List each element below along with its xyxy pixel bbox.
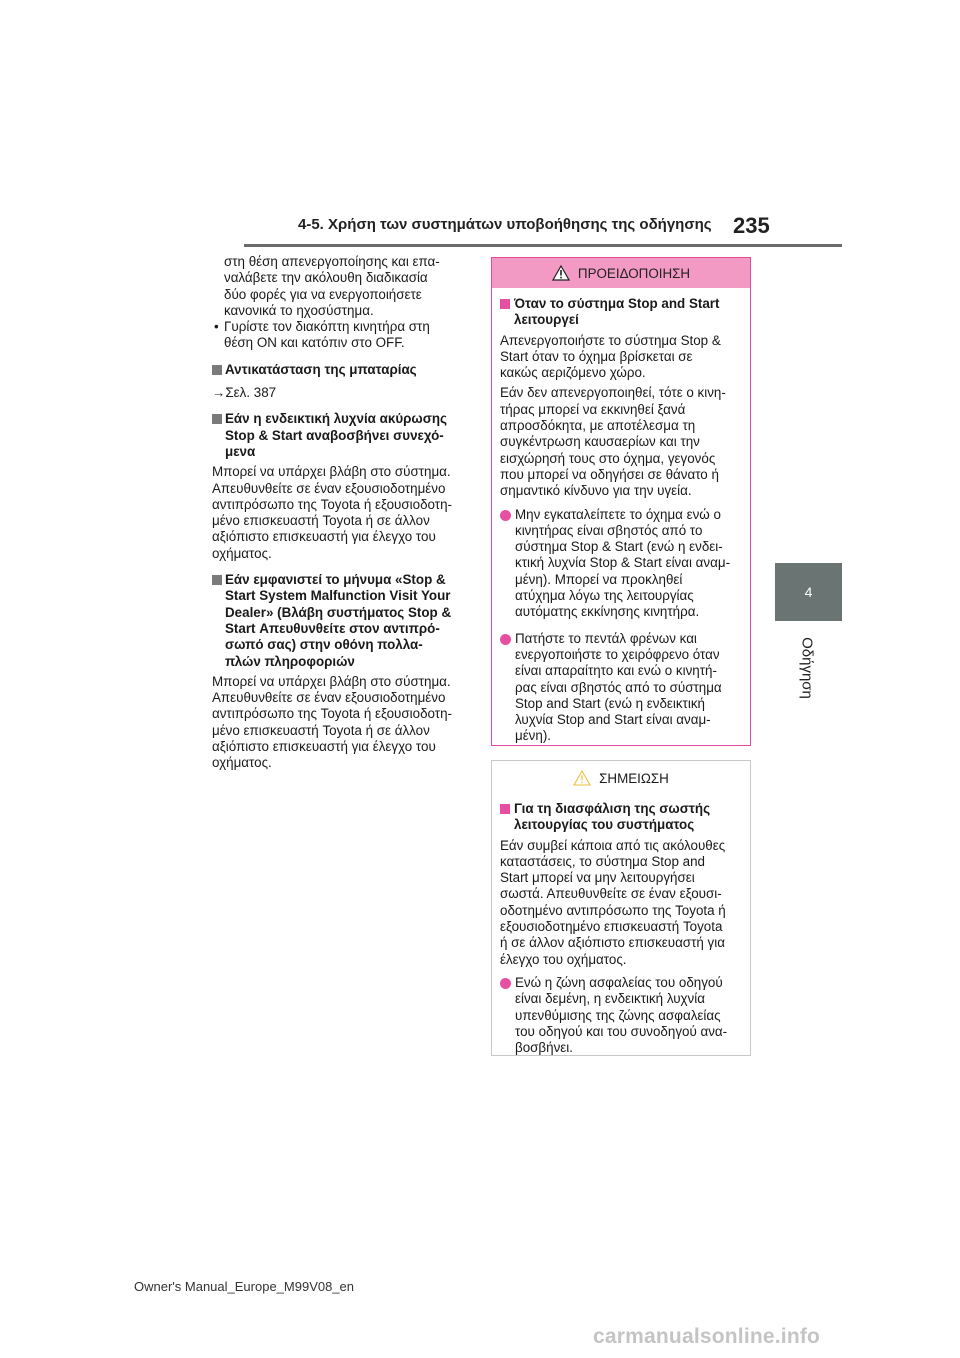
- text-line: ατύχημα λόγω της λειτουργίας: [515, 588, 694, 604]
- warning-header: [492, 258, 750, 288]
- circle-bullet-icon: [500, 634, 511, 645]
- heading-indicator-flashing: [212, 411, 474, 460]
- square-bullet-icon: [212, 414, 222, 424]
- warning-box: [491, 257, 751, 746]
- square-bullet-icon: [500, 299, 510, 309]
- text-line: Εάν εμφανιστεί το μήνυμα «Stop &: [225, 572, 446, 588]
- circle-bullet-icon: [500, 510, 511, 521]
- text-line: Απευθυνθείτε σε έναν εξουσιοδοτημένο: [212, 480, 446, 496]
- paragraph: [500, 838, 742, 968]
- square-bullet-icon: [212, 365, 222, 375]
- watermark: carmanualsonline.info: [593, 1325, 821, 1348]
- text-line: Start μπορεί να μην λειτουργήσει: [500, 870, 695, 886]
- text-line: απροσδόκητα, με αποτέλεσμα τη: [500, 418, 696, 434]
- paragraph: [212, 464, 474, 562]
- note-title: ΣΗΜΕΙΩΣΗ: [599, 770, 669, 786]
- warning-triangle-icon: [552, 265, 570, 281]
- text-line: ενεργοποιήστε το χειρόφρενο όταν: [515, 646, 720, 662]
- text-line: Start System Malfunction Visit Your: [225, 588, 451, 604]
- text-line: εξουσιοδοτημένο επισκευαστή Toyota: [500, 919, 723, 935]
- text-line: Όταν το σύστημα Stop and Start: [514, 296, 720, 311]
- text-line: είναι δεμένη, η ενδεικτική λυχνία: [515, 991, 705, 1007]
- text-line: Εάν δεν απενεργοποιηθεί, τότε ο κινη-: [500, 385, 726, 401]
- footer-manual-id: Owner's Manual_Europe_M99V08_en: [134, 1279, 355, 1294]
- note-list-item: [500, 975, 742, 1056]
- note-header: [492, 763, 750, 793]
- text-line: δύο φορές για να ενεργοποιήσετε: [224, 286, 422, 302]
- text-line: σωπό σας) στην οθόνη πολλα-: [225, 637, 423, 653]
- chapter-label-text: Οδήγηση: [798, 637, 816, 699]
- square-bullet-icon: [212, 575, 222, 585]
- text-line: κανονικά το ηχοσύστημα.: [224, 302, 374, 318]
- text-line: οχήματος.: [212, 545, 272, 561]
- warning-list-item: [500, 507, 742, 621]
- text-line: ναλάβετε την ακόλουθη διαδικασία: [224, 270, 428, 286]
- text-line: μένο επισκευαστή Toyota ή σε άλλον: [212, 722, 430, 738]
- text-line: συγκέντρωση καυσαερίων και την: [500, 434, 700, 450]
- warning-heading: [500, 296, 742, 329]
- text-line: Ενώ η ζώνη ασφαλείας του οδηγού: [515, 974, 723, 990]
- text-line: αντιπρόσωπο της Toyota ή εξουσιοδοτη-: [212, 706, 452, 722]
- text-line: μενα: [225, 443, 256, 459]
- text-line: Απευθυνθείτε σε έναν εξουσιοδοτημένο: [212, 690, 446, 706]
- text-line: μένη). Μπορεί να προκληθεί: [515, 571, 683, 587]
- heading-text: Αντικατάσταση της μπαταρίας: [225, 361, 417, 377]
- paragraph: [212, 674, 474, 772]
- bullet-item: [212, 319, 474, 352]
- text-line: έλεγχο του οχήματος.: [500, 951, 627, 967]
- warning-body: [492, 288, 750, 745]
- text-line: θέση ON και κατόπιν στο OFF.: [224, 335, 405, 351]
- text-line: μένο επισκευαστή Toyota ή σε άλλον: [212, 513, 430, 529]
- bullet-dot: •: [214, 319, 219, 335]
- caution-triangle-icon: [573, 770, 591, 786]
- left-column: [212, 254, 474, 772]
- chapter-tab[interactable]: [775, 563, 842, 621]
- text-line: που μπορεί να οδηγήσει σε θάνατο ή: [500, 466, 719, 482]
- text-line: οχήματος.: [212, 755, 272, 771]
- text-line: καταστάσεις, το σύστημα Stop and: [500, 853, 705, 869]
- text-line: λειτουργεί: [514, 312, 579, 328]
- text-line: του οδηγού και του συνοδηγού ανα-: [515, 1023, 728, 1039]
- text-line: Stop & Start αναβοσβήνει συνεχό-: [225, 427, 444, 443]
- text-line: Πατήστε το πεντάλ φρένων και: [515, 630, 697, 646]
- text-line: Για τη διασφάλιση της σωστής: [514, 801, 711, 816]
- heading-battery: [212, 362, 474, 378]
- text-line: Μπορεί να υπάρχει βλάβη στο σύστημα.: [212, 673, 451, 689]
- text-line: στη θέση απενεργοποίησης και επα-: [224, 254, 440, 269]
- text-line: Απενεργοποιήστε το σύστημα Stop &: [500, 332, 721, 348]
- text-line: κακώς αεριζόμενο χώρο.: [500, 365, 646, 381]
- text-line: βοσβήνει.: [515, 1040, 573, 1056]
- intro-paragraph: [212, 254, 474, 319]
- chapter-number: 4: [804, 584, 813, 600]
- text-line: Dealer» (Βλάβη συστήματος Stop &: [225, 604, 452, 620]
- text-line: αξιόπιστο επισκευαστή για έλεγχο του: [212, 529, 436, 545]
- page-number: 235: [733, 213, 770, 238]
- paragraph: [500, 385, 742, 499]
- text-line: σύστημα Stop & Start (ενώ η ενδει-: [515, 539, 723, 555]
- note-heading: [500, 801, 742, 834]
- chapter-label: [795, 628, 819, 708]
- text-line: σωστά. Απευθυνθείτε σε έναν εξουσι-: [500, 886, 722, 902]
- text-line: κινητήρας είναι σβηστός από το: [515, 522, 703, 538]
- header-divider: [244, 244, 842, 247]
- text-line: Stop and Start (ενώ η ενδεικτική: [515, 695, 705, 711]
- section-title: 4-5. Χρήση των συστημάτων υποβοήθησης της οδήγησης: [298, 216, 712, 233]
- text-line: λυχνία Stop and Start είναι αναμ-: [515, 712, 711, 728]
- text-line: κτική λυχνία Stop & Start είναι αναμ-: [515, 555, 731, 571]
- warning-list-item: [500, 631, 742, 745]
- text-line: ρας είναι σβηστός από το σύστημα: [515, 679, 722, 695]
- text-line: αξιόπιστο επισκευαστή για έλεγχο του: [212, 739, 436, 755]
- text-line: εισχώρησή τους στο όχημα, γεγονός: [500, 450, 716, 466]
- note-box: [491, 760, 751, 1056]
- text-line: τήρας μπορεί να εκκινηθεί ξανά: [500, 401, 686, 417]
- text-line: ή σε άλλον αξιόπιστο επισκευαστή για: [500, 935, 725, 951]
- text-line: μένη).: [515, 728, 552, 744]
- text-line: υπενθύμισης της ζώνης ασφαλείας: [515, 1007, 721, 1023]
- text-line: Start Απευθυνθείτε στον αντιπρό-: [225, 620, 440, 636]
- square-bullet-icon: [500, 804, 510, 814]
- text-line: Εάν η ενδεικτική λυχνία ακύρωσης: [225, 411, 448, 427]
- text-line: Μην εγκαταλείπετε το όχημα ενώ ο: [515, 506, 721, 522]
- circle-bullet-icon: [500, 978, 511, 989]
- text-line: Μπορεί να υπάρχει βλάβη στο σύστημα.: [212, 464, 451, 480]
- text-line: Start όταν το όχημα βρίσκεται σε: [500, 348, 693, 364]
- text-line: Γυρίστε τον διακόπτη κινητήρα στη: [224, 319, 430, 335]
- text-line: αντιπρόσωπο της Toyota ή εξουσιοδοτη-: [212, 496, 452, 512]
- warning-title: ΠΡΟΕΙΔΟΠΟΙΗΣΗ: [577, 265, 691, 281]
- text-line: σημαντικό κίνδυνο για την υγεία.: [500, 483, 692, 499]
- page-reference-link[interactable]: →Σελ. 387: [212, 385, 277, 401]
- note-body: [492, 793, 750, 1056]
- text-line: λειτουργίας του συστήματος: [514, 817, 695, 833]
- paragraph: [500, 333, 742, 382]
- heading-malfunction-message: [212, 572, 474, 670]
- text-line: αυτόματης εκκίνησης κινητήρα.: [515, 604, 700, 620]
- text-line: πλών πληροφοριών: [225, 653, 355, 669]
- text-line: Εάν συμβεί κάποια από τις ακόλουθες: [500, 837, 726, 853]
- text-line: οδοτημένο αντιπρόσωπο της Toyota ή: [500, 902, 726, 918]
- text-line: είναι απαραίτητο και ενώ ο κινητή-: [515, 663, 717, 679]
